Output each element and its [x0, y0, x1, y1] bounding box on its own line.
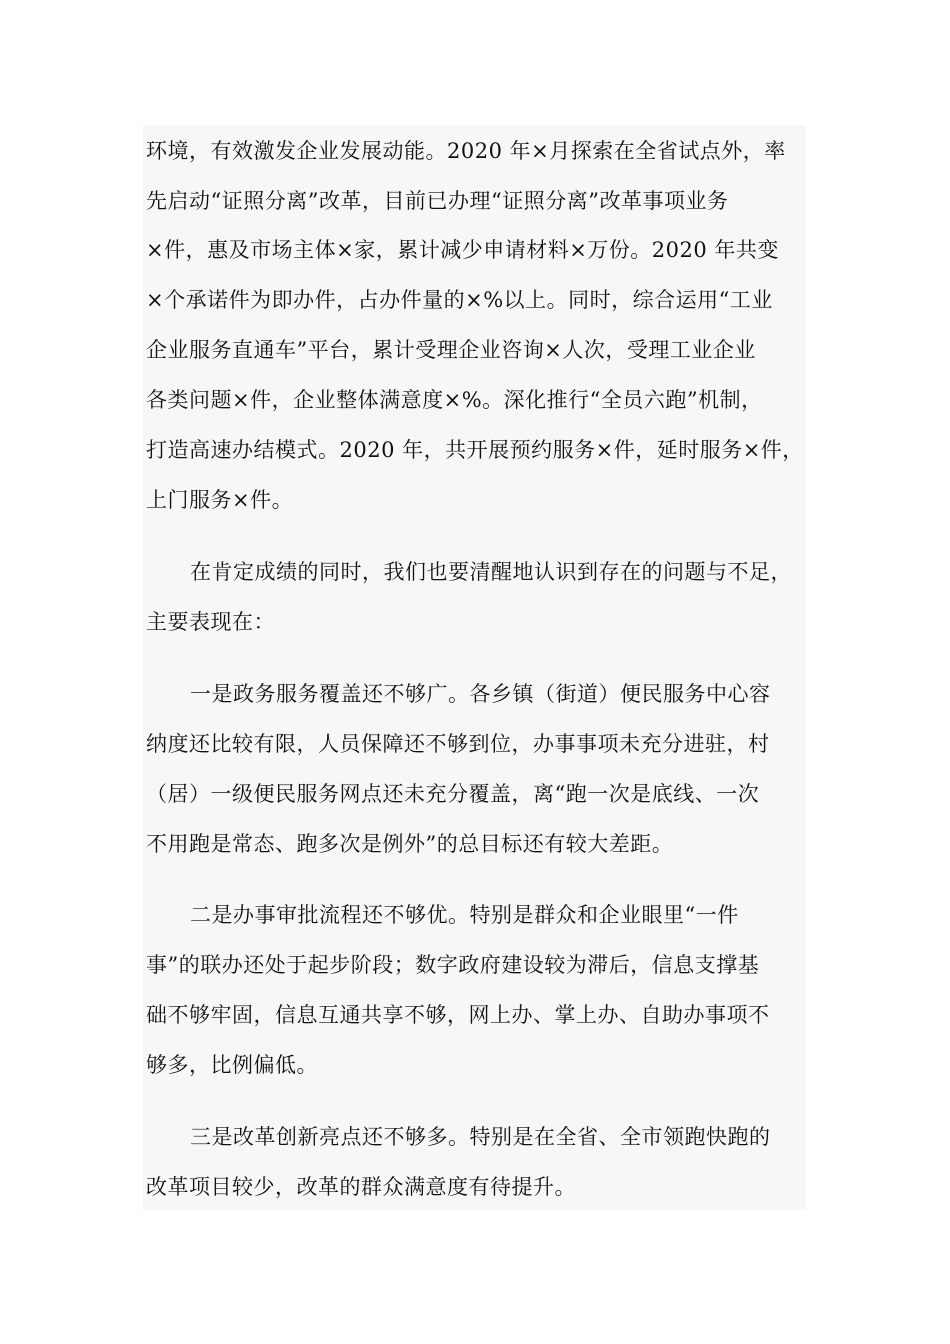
- text-line: 事”的联办还处于起步阶段；数字政府建设较为滞后，信息支撑基: [146, 953, 760, 977]
- text-line: 主要表现在：: [146, 610, 275, 634]
- text-line: ×件，惠及市场主体×家，累计减少申请材料×万份。2020 年共变: [146, 238, 779, 262]
- text-line: 改革项目较少，改革的群众满意度有待提升。: [146, 1175, 576, 1199]
- text-line: 三是改革创新亮点还不够多。特别是在全省、全市领跑快跑的: [190, 1125, 771, 1149]
- text-line: 环境，有效激发企业发展动能。2020 年×月探索在全省试点外，率: [146, 139, 786, 163]
- text-line: 一是政务服务覆盖还不够广。各乡镇（街道）便民服务中心容: [190, 682, 771, 706]
- text-line: 纳度还比较有限，人员保障还不够到位，办事事项未充分进驻，村: [146, 732, 770, 756]
- text-line: ×个承诺件为即办件，占办件量的×%以上。同时，综合运用“工业: [146, 288, 773, 312]
- text-line: （居）一级便民服务网点还未充分覆盖，离“跑一次是底线、一次: [146, 782, 760, 806]
- text-line: 上门服务×件。: [146, 488, 294, 512]
- text-line: 二是办事审批流程还不够优。特别是群众和企业眼里“一件: [190, 903, 739, 927]
- text-line: 够多，比例偏低。: [146, 1053, 318, 1077]
- text-line: 在肯定成绩的同时，我们也要清醒地认识到存在的问题与不足，: [190, 560, 792, 584]
- text-line: 础不够牢固，信息互通共享不够，网上办、掌上办、自助办事项不: [146, 1003, 770, 1027]
- text-line: 企业服务直通车”平台，累计受理企业咨询×人次，受理工业企业: [146, 338, 756, 362]
- text-line: 打造高速办结模式。2020 年，共开展预约服务×件，延时服务×件，: [146, 438, 804, 462]
- text-line: 各类问题×件，企业整体满意度×%。深化推行“全员六跑”机制，: [146, 388, 763, 412]
- text-line: 不用跑是常态、跑多次是例外”的总目标还有较大差距。: [146, 832, 674, 856]
- text-line: 先启动“证照分离”改革，目前已办理“证照分离”改革事项业务: [146, 189, 729, 213]
